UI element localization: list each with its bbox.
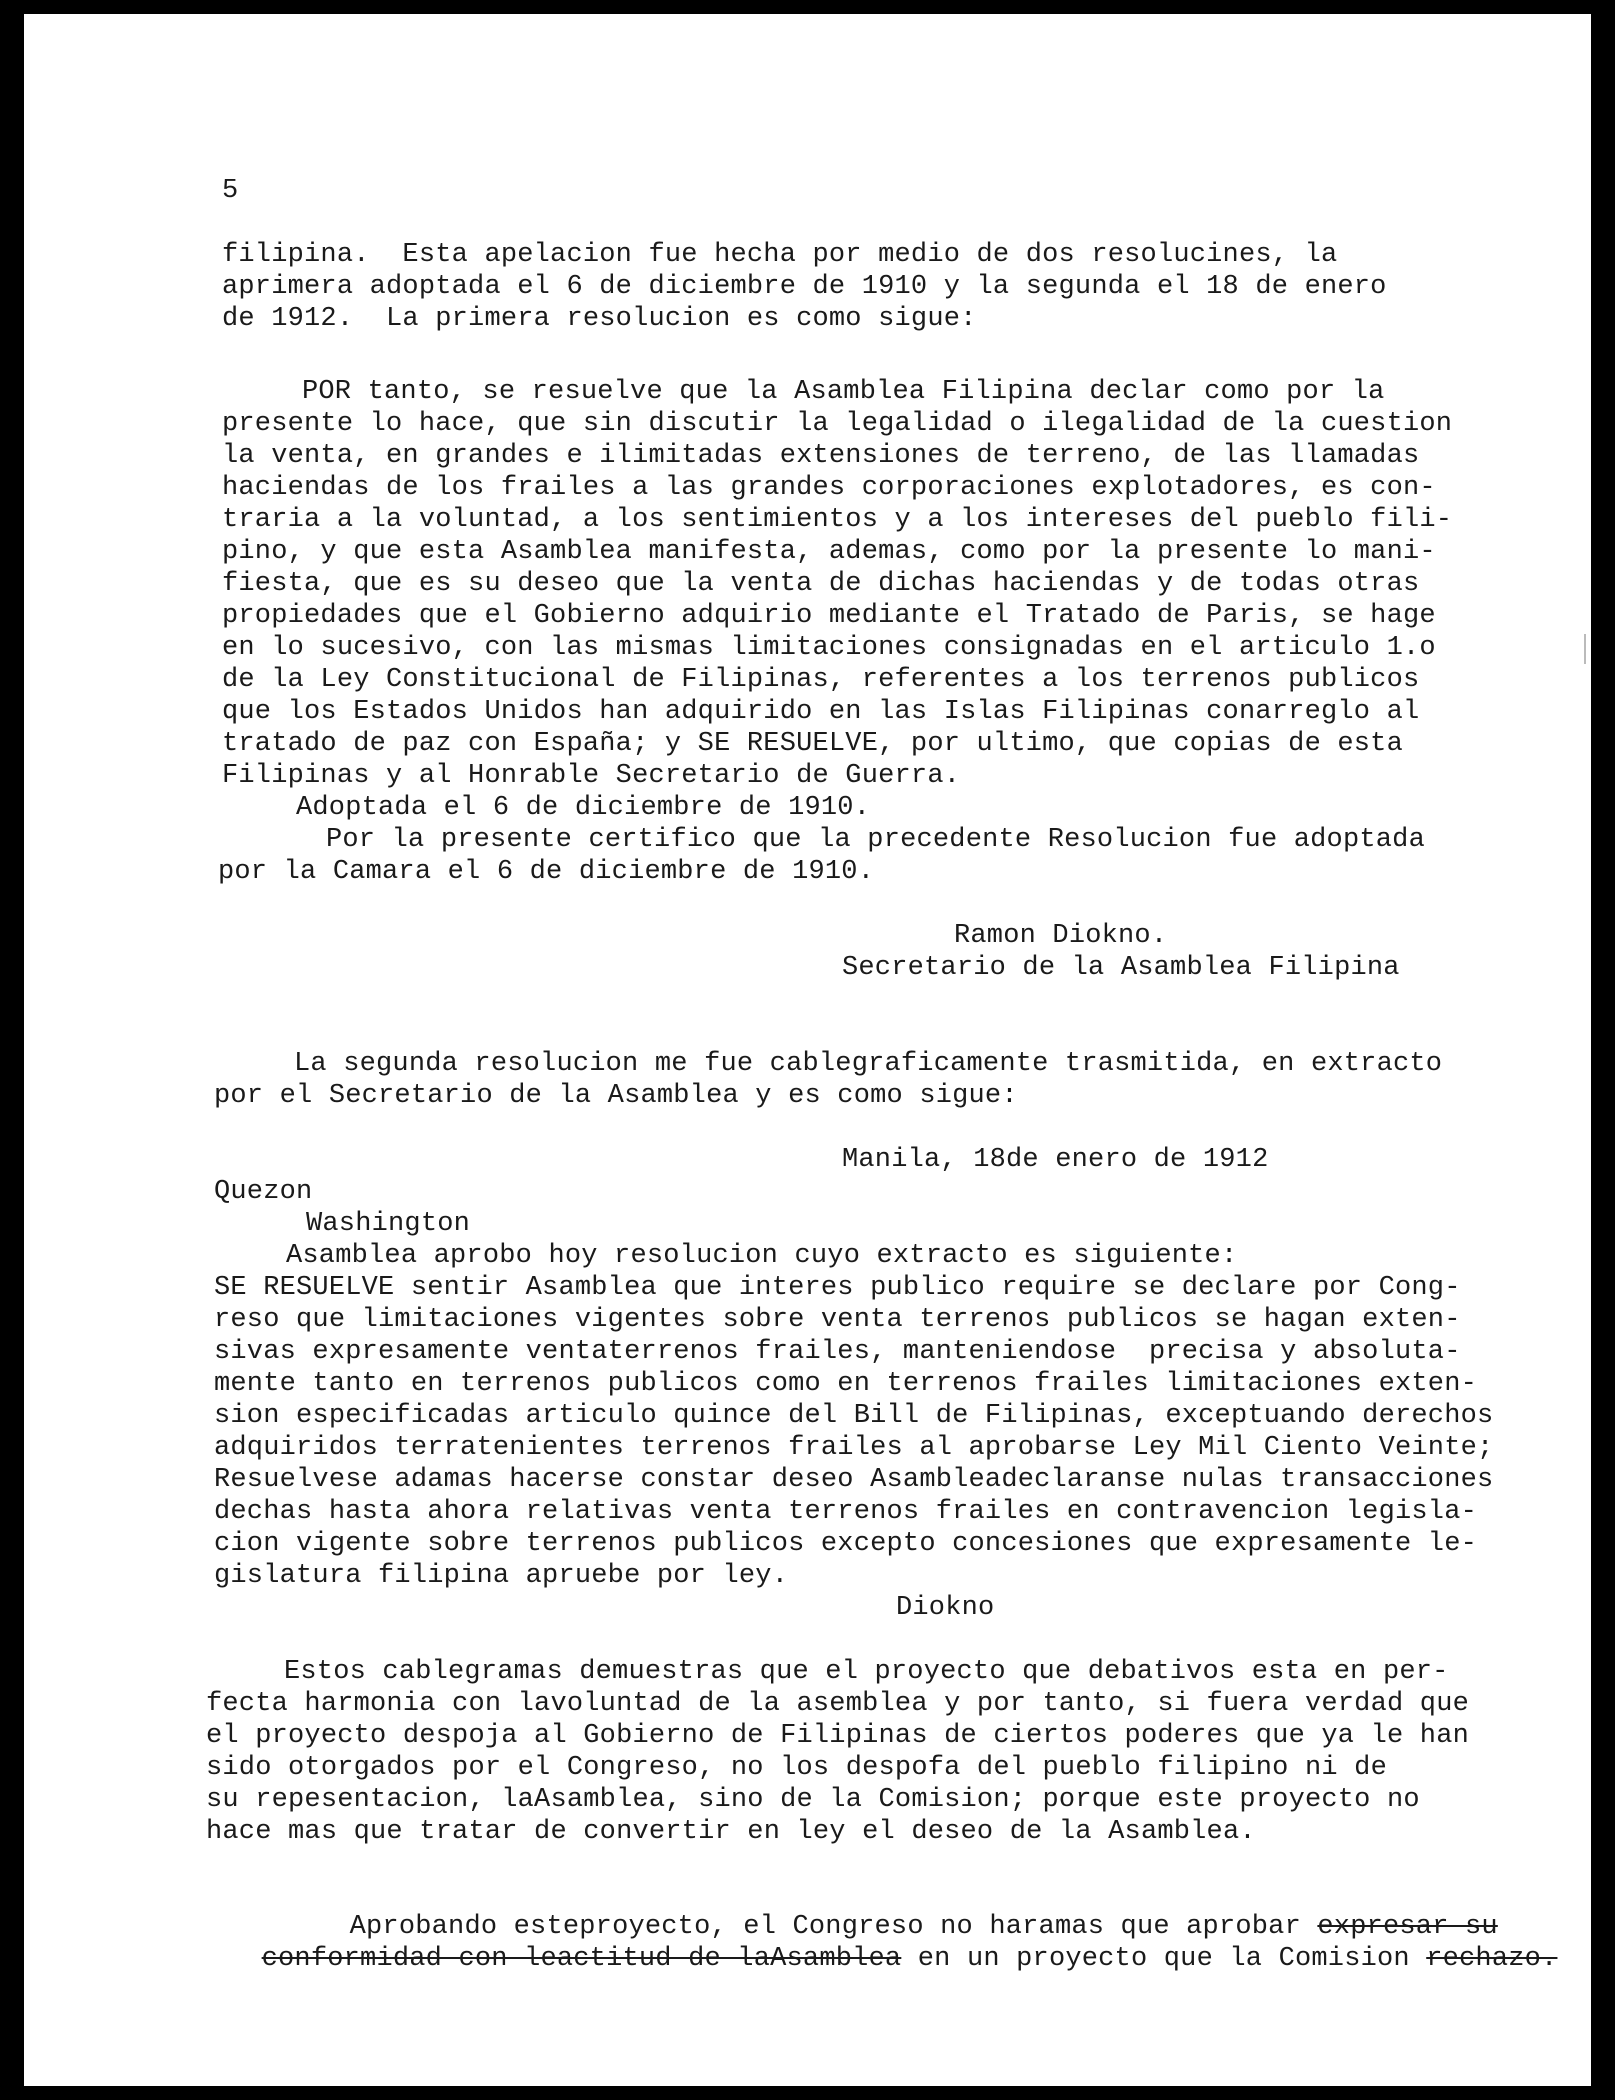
final-line <box>196 1913 1557 2006</box>
cable-line: mente tanto en terrenos publicos como en terrenos frailes limitaciones exten- <box>214 1369 1478 1399</box>
struck-text: rechazo. <box>1426 1944 1558 1974</box>
margin-mark <box>1584 634 1586 664</box>
cable-line: sion especificadas articulo quince del Bill de Filipinas, exceptuando derechos <box>214 1401 1494 1431</box>
document-page <box>24 14 1591 2086</box>
text-line: filipina. Esta apelacion fue hecha por medio de dos resolucines, la <box>222 240 1338 270</box>
cable-city: Washington <box>306 1209 471 1239</box>
resolution-line: de la Ley Constitucional de Filipinas, referentes a los terrenos publicos <box>222 665 1420 695</box>
cable-line: gislatura filipina apruebe por ley. <box>214 1561 789 1591</box>
signature-title: Secretario de la Asamblea Filipina <box>842 953 1400 983</box>
certify-line: por la Camara el 6 de diciembre de 1910. <box>218 857 875 887</box>
cable-signature: Diokno <box>896 1593 995 1623</box>
resolution-line: Filipinas y al Honrable Secretario de Guerra. <box>222 761 961 791</box>
struck-text: expresar su <box>1317 1912 1498 1942</box>
resolution-line: propiedades que el Gobierno adquirio mediante el Tratado de Paris, se hage <box>222 601 1436 631</box>
text-line: aprimera adoptada el 6 de diciembre de 1910 y la segunda el 18 de enero <box>222 272 1387 302</box>
resolution-line: fiesta, que es su deseo que la venta de dichas haciendas y de todas otras <box>222 569 1420 599</box>
cable-line: Resuelvese adamas hacerse constar deseo Asambleadeclaranse nulas transacciones <box>214 1465 1494 1495</box>
resolution-line: tratado de paz con España; y SE RESUELVE, por ultimo, que copias de esta <box>222 729 1403 759</box>
resolution-line: traria a la voluntad, a los sentimientos y a los intereses del pueblo fili- <box>222 505 1453 535</box>
resolution-line: pino, y que esta Asamblea manifesta, ademas, como por la presente lo mani- <box>222 537 1436 567</box>
resolution-line: presente lo hace, que sin discutir la legalidad o ilegalidad de la cuestion <box>222 409 1453 439</box>
resolution-line: haciendas de los frailes a las grandes corporaciones explotadores, es con- <box>222 473 1436 503</box>
cable-line: adquiridos terratenientes terrenos frailes al aprobarse Ley Mil Ciento Veinte; <box>214 1433 1494 1463</box>
struck-text: conformidad con leactitud de laAsamblea <box>261 1944 902 1974</box>
conclusion-line: Estos cablegramas demuestras que el proyecto que debativos esta en per- <box>284 1657 1449 1687</box>
conclusion-line: sido otorgados por el Congreso, no los despofa del pueblo filipino ni de <box>206 1753 1387 1783</box>
certify-line: Por la presente certifico que la precedente Resolucion fue adoptada <box>326 825 1425 855</box>
resolution-line: que los Estados Unidos han adquirido en las Islas Filipinas conarreglo al <box>222 697 1420 727</box>
cable-recipient: Quezon <box>214 1177 313 1207</box>
cable-line: dechas hasta ahora relativas venta terrenos frailes en contravencion legisla- <box>214 1497 1478 1527</box>
cable-line: cion vigente sobre terrenos publicos excepto concesiones que expresamente le- <box>214 1529 1478 1559</box>
cable-line: sivas expresamente ventaterrenos frailes, manteniendose precisa y absoluta- <box>214 1337 1461 1367</box>
text-line: La segunda resolucion me fue cablegraficamente trasmitida, en extracto <box>294 1049 1443 1079</box>
conclusion-line: el proyecto despoja al Gobierno de Filipinas de ciertos poderes que ya le han <box>206 1721 1470 1751</box>
resolution-line: POR tanto, se resuelve que la Asamblea Filipina declar como por la <box>302 377 1385 407</box>
conclusion-line: fecta harmonia con lavoluntad de la asemblea y por tanto, si fuera verdad que <box>206 1689 1470 1719</box>
cable-lead: Asamblea aprobo hoy resolucion cuyo extracto es siguiente: <box>286 1241 1238 1271</box>
cable-line: reso que limitaciones vigentes sobre venta terrenos publicos se hagan exten- <box>214 1305 1461 1335</box>
final-text: Aprobando esteproyecto, el Congreso no haramas que aprobar <box>349 1912 1318 1942</box>
resolution-line: la venta, en grandes e ilimitadas extensiones de terreno, de las llamadas <box>222 441 1420 471</box>
cable-date: Manila, 18de enero de 1912 <box>842 1145 1269 1175</box>
resolution-line: en lo sucesivo, con las mismas limitaciones consignadas en el articulo 1.o <box>222 633 1436 663</box>
cable-line: SE RESUELVE sentir Asamblea que interes publico require se declare por Cong- <box>214 1273 1461 1303</box>
signature-name: Ramon Diokno. <box>954 921 1168 951</box>
text-line: por el Secretario de la Asamblea y es como sigue: <box>214 1081 1018 1111</box>
conclusion-line: su repesentacion, laAsamblea, sino de la Comision; porque este proyecto no <box>206 1785 1420 1815</box>
adopted-line: Adoptada el 6 de diciembre de 1910. <box>296 793 871 823</box>
conclusion-line: hace mas que tratar de convertir en ley el deseo de la Asamblea. <box>206 1817 1256 1847</box>
text-line: de 1912. La primera resolucion es como sigue: <box>222 304 977 334</box>
page-number: 5 <box>222 176 239 206</box>
final-text: en un proyecto que la Comision <box>901 1944 1427 1974</box>
